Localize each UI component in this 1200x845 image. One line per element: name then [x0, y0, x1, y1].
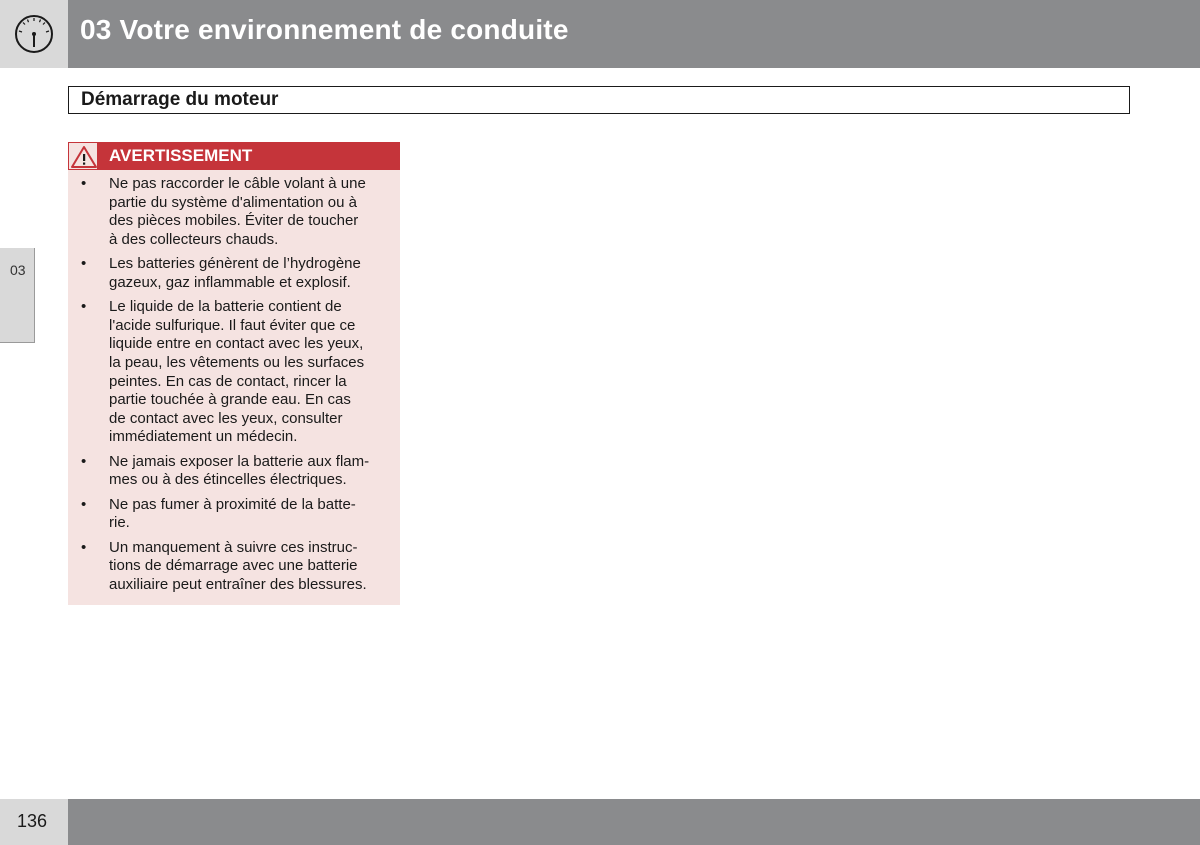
warning-item-line: Ne pas raccorder le câble volant à une — [109, 175, 366, 192]
page-footer — [0, 799, 1200, 845]
chapter-title: 03 Votre environnement de conduite — [80, 14, 569, 45]
warning-item — [80, 298, 390, 447]
warning-item-line: auxiliaire peut entraîner des blessures. — [109, 575, 367, 593]
warning-triangle-icon — [69, 143, 99, 171]
section-title: Démarrage du moteur — [81, 89, 279, 110]
page-number-box — [0, 799, 68, 845]
warning-item-line: Le liquide de la batterie contient de — [109, 298, 342, 316]
warning-item-line: à des collecteurs chauds. — [109, 230, 279, 248]
section-heading-box — [68, 86, 1130, 114]
warning-item-line: des pièces mobiles. Éviter de toucher — [109, 212, 359, 230]
warning-item-line: liquide entre en contact avec les yeux, — [109, 335, 364, 353]
warning-item-line: de contact avec les yeux, consulter — [109, 409, 343, 427]
warning-item — [80, 175, 390, 249]
chapter-icon-box — [0, 0, 68, 68]
bullet-icon: • — [81, 255, 87, 273]
warning-item-line: rie. — [109, 514, 130, 532]
warning-item-line: Ne jamais exposer la batterie aux flam- — [109, 452, 370, 470]
bullet-icon: • — [81, 495, 87, 513]
warning-header — [68, 142, 400, 170]
warning-item-line: la peau, les vêtements ou les surfaces — [109, 353, 365, 371]
warning-item — [80, 453, 390, 490]
chapter-header — [0, 0, 1200, 68]
warning-item-line: tions de démarrage avec une batterie — [109, 557, 358, 575]
bullet-icon: • — [81, 452, 87, 470]
bullet-icon: • — [81, 298, 87, 316]
warning-item-line: partie touchée à grande eau. En cas — [109, 391, 351, 409]
warning-item — [80, 255, 390, 292]
warning-item-line: peintes. En cas de contact, rincer la — [109, 372, 347, 390]
bullet-icon: • — [81, 175, 87, 192]
warning-item-line: l'acide sulfurique. Il faut éviter que ce — [109, 316, 356, 334]
warning-item-line: Ne pas fumer à proximité de la batte- — [109, 495, 356, 513]
warning-item — [80, 539, 390, 595]
page-number: 136 — [17, 811, 48, 831]
warning-item-line: Un manquement à suivre ces instruc- — [109, 538, 358, 556]
warning-item-line: partie du système d'alimentation ou à — [109, 193, 358, 211]
warning-item-line: mes ou à des étincelles électriques. — [109, 471, 347, 489]
chapter-side-tab[interactable] — [0, 248, 35, 343]
warning-item-line: Les batteries génèrent de l’hydrogène — [109, 255, 361, 273]
warning-item-line: immédiatement un médecin. — [109, 428, 298, 446]
warning-item-line: gazeux, gaz inflammable et explosif. — [109, 273, 351, 291]
warning-title: AVERTISSEMENT — [109, 146, 253, 165]
side-tab-label: 03 — [10, 262, 26, 278]
warning-list — [80, 175, 390, 600]
warning-item — [80, 496, 390, 533]
warning-icon-box — [68, 142, 98, 170]
speedometer-icon — [14, 14, 54, 54]
warning-box — [68, 142, 400, 605]
bullet-icon: • — [81, 538, 87, 556]
